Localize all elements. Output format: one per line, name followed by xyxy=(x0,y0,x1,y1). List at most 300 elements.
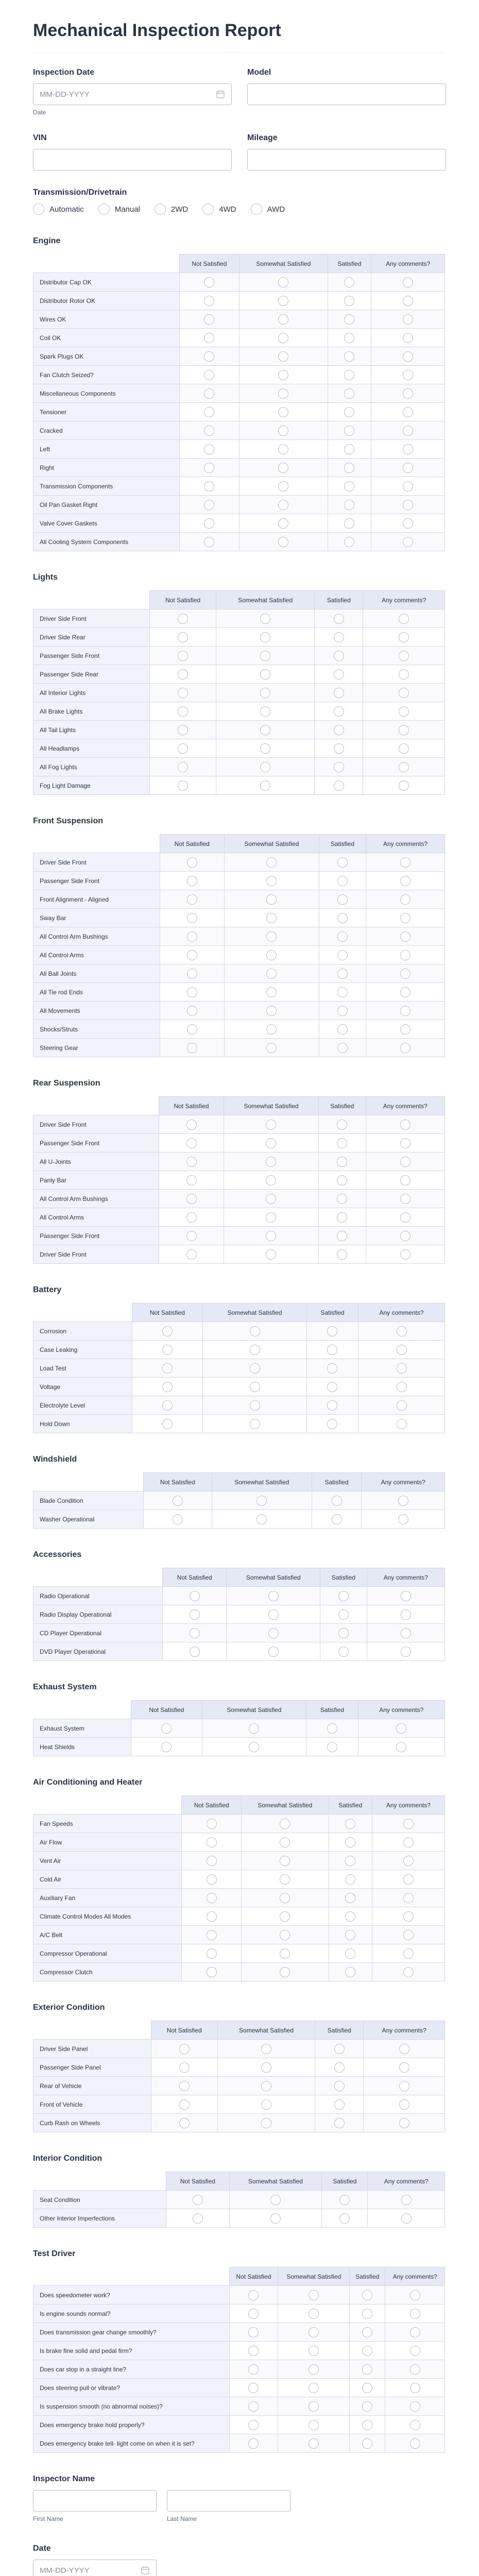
radio-button[interactable] xyxy=(344,500,354,510)
matrix-cell[interactable] xyxy=(306,1378,358,1396)
radio-button[interactable] xyxy=(399,651,409,661)
matrix-cell[interactable] xyxy=(216,758,315,776)
matrix-cell[interactable] xyxy=(241,1852,329,1870)
radio-button[interactable] xyxy=(337,1194,347,1204)
radio-button[interactable] xyxy=(337,1249,347,1260)
matrix-cell[interactable] xyxy=(362,1492,445,1510)
radio-button[interactable] xyxy=(337,1157,347,1167)
radio-button[interactable] xyxy=(179,2044,190,2054)
matrix-cell[interactable] xyxy=(278,2434,350,2453)
matrix-cell[interactable] xyxy=(217,2077,315,2095)
matrix-cell[interactable] xyxy=(364,2040,445,2058)
radio-button[interactable] xyxy=(345,1874,355,1885)
matrix-cell[interactable] xyxy=(160,909,224,927)
matrix-cell[interactable] xyxy=(367,1605,444,1624)
matrix-cell[interactable] xyxy=(366,853,444,872)
radio-button[interactable] xyxy=(403,537,413,547)
matrix-cell[interactable] xyxy=(367,1642,444,1661)
radio-button[interactable] xyxy=(162,1400,173,1411)
matrix-cell[interactable] xyxy=(241,1944,329,1963)
matrix-cell[interactable] xyxy=(160,1039,224,1057)
radio-button[interactable] xyxy=(334,762,344,772)
radio-button[interactable] xyxy=(260,725,270,735)
matrix-cell[interactable] xyxy=(366,1208,444,1227)
radio-button[interactable] xyxy=(178,706,188,717)
radio-button[interactable] xyxy=(178,688,188,698)
matrix-cell[interactable] xyxy=(363,721,445,739)
radio-button[interactable] xyxy=(345,1837,355,1848)
radio-button[interactable] xyxy=(266,1157,276,1167)
matrix-cell[interactable] xyxy=(182,1944,242,1963)
matrix-cell[interactable] xyxy=(328,273,371,292)
matrix-cell[interactable] xyxy=(315,665,363,684)
matrix-cell[interactable] xyxy=(179,273,239,292)
matrix-cell[interactable] xyxy=(212,1492,312,1510)
matrix-cell[interactable] xyxy=(362,1510,445,1529)
matrix-cell[interactable] xyxy=(241,1833,329,1852)
matrix-cell[interactable] xyxy=(278,2286,350,2304)
radio-button[interactable] xyxy=(155,204,166,215)
matrix-cell[interactable] xyxy=(224,1245,318,1264)
radio-button[interactable] xyxy=(204,388,214,399)
radio-button[interactable] xyxy=(344,426,354,436)
matrix-cell[interactable] xyxy=(319,1134,366,1153)
matrix-cell[interactable] xyxy=(315,721,363,739)
radio-button[interactable] xyxy=(309,2420,319,2430)
radio-button[interactable] xyxy=(399,632,409,642)
matrix-cell[interactable] xyxy=(144,1492,212,1510)
matrix-cell[interactable] xyxy=(358,1322,445,1341)
radio-button[interactable] xyxy=(266,931,277,942)
matrix-cell[interactable] xyxy=(227,1605,320,1624)
matrix-cell[interactable] xyxy=(229,2360,278,2379)
matrix-cell[interactable] xyxy=(278,2397,350,2416)
matrix-cell[interactable] xyxy=(329,1963,372,1981)
matrix-cell[interactable] xyxy=(319,1190,366,1208)
radio-button[interactable] xyxy=(338,1591,349,1601)
matrix-cell[interactable] xyxy=(163,1624,227,1642)
radio-button[interactable] xyxy=(400,1212,410,1223)
matrix-cell[interactable] xyxy=(224,946,319,964)
radio-button[interactable] xyxy=(399,2062,409,2073)
matrix-cell[interactable] xyxy=(319,872,366,890)
matrix-cell[interactable] xyxy=(217,2040,315,2058)
radio-button[interactable] xyxy=(179,2118,190,2128)
radio-button[interactable] xyxy=(410,2364,420,2375)
radio-button[interactable] xyxy=(162,1345,173,1355)
radio-button[interactable] xyxy=(260,688,270,698)
radio-button[interactable] xyxy=(204,426,214,436)
radio-button[interactable] xyxy=(410,2327,420,2337)
radio-button[interactable] xyxy=(334,743,344,754)
matrix-cell[interactable] xyxy=(320,1605,367,1624)
radio-button[interactable] xyxy=(266,1120,276,1130)
radio-button[interactable] xyxy=(403,314,413,325)
radio-button[interactable] xyxy=(403,500,413,510)
matrix-cell[interactable] xyxy=(224,1002,319,1020)
matrix-cell[interactable] xyxy=(385,2323,445,2342)
matrix-cell[interactable] xyxy=(179,310,239,329)
radio-button[interactable] xyxy=(266,1175,276,1185)
radio-button[interactable] xyxy=(400,969,410,979)
matrix-cell[interactable] xyxy=(203,1322,307,1341)
radio-button[interactable] xyxy=(403,407,413,417)
matrix-cell[interactable] xyxy=(372,1963,444,1981)
matrix-cell[interactable] xyxy=(182,1833,242,1852)
matrix-cell[interactable] xyxy=(315,702,363,721)
radio-button[interactable] xyxy=(401,1591,411,1601)
matrix-cell[interactable] xyxy=(371,310,445,329)
matrix-cell[interactable] xyxy=(371,403,445,421)
matrix-cell[interactable] xyxy=(203,1341,307,1359)
radio-button[interactable] xyxy=(278,370,288,380)
radio-button[interactable] xyxy=(334,669,344,680)
matrix-cell[interactable] xyxy=(328,421,371,440)
radio-button[interactable] xyxy=(337,1120,347,1130)
radio-button[interactable] xyxy=(362,2420,372,2430)
matrix-cell[interactable] xyxy=(328,477,371,496)
radio-button[interactable] xyxy=(337,1043,348,1053)
radio-button[interactable] xyxy=(204,500,214,510)
matrix-cell[interactable] xyxy=(306,1719,358,1738)
matrix-cell[interactable] xyxy=(278,2379,350,2397)
radio-button[interactable] xyxy=(162,1419,173,1429)
radio-button[interactable] xyxy=(399,725,409,735)
radio-button[interactable] xyxy=(403,444,413,454)
radio-button[interactable] xyxy=(337,1138,347,1148)
radio-button[interactable] xyxy=(309,2290,319,2300)
matrix-cell[interactable] xyxy=(319,890,366,909)
radio-button[interactable] xyxy=(178,762,188,772)
matrix-cell[interactable] xyxy=(160,872,224,890)
radio-button[interactable] xyxy=(403,518,413,529)
matrix-cell[interactable] xyxy=(372,1944,444,1963)
radio-button[interactable] xyxy=(98,204,110,215)
matrix-cell[interactable] xyxy=(131,1738,202,1756)
radio-button[interactable] xyxy=(403,351,413,362)
radio-button[interactable] xyxy=(187,1043,197,1053)
matrix-cell[interactable] xyxy=(371,292,445,310)
radio-button[interactable] xyxy=(204,277,214,287)
radio-button[interactable] xyxy=(207,1837,217,1848)
matrix-cell[interactable] xyxy=(229,2209,322,2228)
radio-button[interactable] xyxy=(256,1496,267,1506)
matrix-cell[interactable] xyxy=(239,329,328,347)
matrix-cell[interactable] xyxy=(364,2058,445,2077)
matrix-cell[interactable] xyxy=(319,1153,366,1171)
matrix-cell[interactable] xyxy=(350,2286,385,2304)
matrix-cell[interactable] xyxy=(229,2304,278,2323)
matrix-cell[interactable] xyxy=(329,1870,372,1889)
radio-button[interactable] xyxy=(327,1400,337,1411)
matrix-cell[interactable] xyxy=(315,2058,364,2077)
radio-button[interactable] xyxy=(162,1326,173,1336)
radio-button[interactable] xyxy=(207,1930,217,1940)
matrix-cell[interactable] xyxy=(216,665,315,684)
matrix-cell[interactable] xyxy=(229,2286,278,2304)
radio-button[interactable] xyxy=(250,1363,260,1374)
matrix-cell[interactable] xyxy=(159,1171,224,1190)
radio-button[interactable] xyxy=(187,950,197,960)
matrix-cell[interactable] xyxy=(319,1039,366,1057)
matrix-cell[interactable] xyxy=(182,1926,242,1944)
radio-button[interactable] xyxy=(280,1856,290,1866)
matrix-cell[interactable] xyxy=(229,2191,322,2209)
matrix-cell[interactable] xyxy=(224,872,319,890)
transmission-option[interactable] xyxy=(155,204,188,215)
matrix-cell[interactable] xyxy=(159,1134,224,1153)
matrix-cell[interactable] xyxy=(149,758,216,776)
radio-button[interactable] xyxy=(344,333,354,343)
radio-button[interactable] xyxy=(266,969,277,979)
matrix-cell[interactable] xyxy=(328,440,371,459)
radio-button[interactable] xyxy=(278,518,288,529)
radio-button[interactable] xyxy=(327,1363,337,1374)
matrix-cell[interactable] xyxy=(312,1492,361,1510)
matrix-cell[interactable] xyxy=(179,384,239,403)
matrix-cell[interactable] xyxy=(224,1227,318,1245)
matrix-cell[interactable] xyxy=(366,964,444,983)
radio-button[interactable] xyxy=(193,2213,203,2224)
radio-button[interactable] xyxy=(248,2290,259,2300)
radio-button[interactable] xyxy=(362,2327,372,2337)
radio-button[interactable] xyxy=(345,1893,355,1903)
radio-button[interactable] xyxy=(268,1628,279,1638)
matrix-cell[interactable] xyxy=(306,1415,358,1433)
matrix-cell[interactable] xyxy=(328,347,371,366)
matrix-cell[interactable] xyxy=(350,2304,385,2323)
matrix-cell[interactable] xyxy=(149,628,216,647)
matrix-cell[interactable] xyxy=(315,739,363,758)
calendar-icon[interactable] xyxy=(141,2566,150,2575)
radio-button[interactable] xyxy=(337,1006,348,1016)
radio-button[interactable] xyxy=(266,1024,277,1035)
radio-button[interactable] xyxy=(337,987,348,997)
matrix-cell[interactable] xyxy=(229,2397,278,2416)
matrix-cell[interactable] xyxy=(366,1020,444,1039)
matrix-cell[interactable] xyxy=(241,1926,329,1944)
radio-button[interactable] xyxy=(334,2118,345,2128)
matrix-cell[interactable] xyxy=(315,2040,364,2058)
matrix-cell[interactable] xyxy=(315,609,363,628)
radio-button[interactable] xyxy=(403,1819,414,1829)
radio-button[interactable] xyxy=(266,913,277,923)
matrix-cell[interactable] xyxy=(328,366,371,384)
radio-button[interactable] xyxy=(398,1496,408,1506)
matrix-cell[interactable] xyxy=(322,2191,368,2209)
radio-button[interactable] xyxy=(400,1194,410,1204)
radio-button[interactable] xyxy=(397,1419,407,1429)
matrix-cell[interactable] xyxy=(358,1378,445,1396)
matrix-cell[interactable] xyxy=(160,927,224,946)
matrix-cell[interactable] xyxy=(212,1510,312,1529)
radio-button[interactable] xyxy=(403,388,413,399)
matrix-cell[interactable] xyxy=(278,2323,350,2342)
radio-button[interactable] xyxy=(403,481,413,492)
matrix-cell[interactable] xyxy=(160,1002,224,1020)
matrix-cell[interactable] xyxy=(350,2416,385,2434)
matrix-cell[interactable] xyxy=(385,2397,445,2416)
radio-button[interactable] xyxy=(403,426,413,436)
matrix-cell[interactable] xyxy=(216,628,315,647)
matrix-cell[interactable] xyxy=(239,403,328,421)
radio-button[interactable] xyxy=(270,2195,281,2205)
radio-button[interactable] xyxy=(268,1647,279,1657)
matrix-cell[interactable] xyxy=(216,776,315,795)
radio-button[interactable] xyxy=(403,1948,414,1959)
radio-button[interactable] xyxy=(193,2195,203,2205)
matrix-cell[interactable] xyxy=(366,872,444,890)
radio-button[interactable] xyxy=(345,1819,355,1829)
matrix-cell[interactable] xyxy=(179,292,239,310)
radio-button[interactable] xyxy=(338,1647,349,1657)
matrix-cell[interactable] xyxy=(350,2434,385,2453)
matrix-cell[interactable] xyxy=(224,909,319,927)
radio-button[interactable] xyxy=(202,204,214,215)
matrix-cell[interactable] xyxy=(160,946,224,964)
matrix-cell[interactable] xyxy=(182,1907,242,1926)
radio-button[interactable] xyxy=(337,950,348,960)
matrix-cell[interactable] xyxy=(241,1907,329,1926)
radio-button[interactable] xyxy=(278,296,288,306)
date-input[interactable] xyxy=(33,2560,157,2576)
matrix-cell[interactable] xyxy=(329,1926,372,1944)
matrix-cell[interactable] xyxy=(366,1227,444,1245)
matrix-cell[interactable] xyxy=(227,1624,320,1642)
matrix-cell[interactable] xyxy=(306,1359,358,1378)
radio-button[interactable] xyxy=(344,463,354,473)
matrix-cell[interactable] xyxy=(363,739,445,758)
matrix-cell[interactable] xyxy=(203,1415,307,1433)
radio-button[interactable] xyxy=(204,370,214,380)
matrix-cell[interactable] xyxy=(367,1624,444,1642)
matrix-cell[interactable] xyxy=(163,1605,227,1624)
matrix-cell[interactable] xyxy=(350,2379,385,2397)
matrix-cell[interactable] xyxy=(239,292,328,310)
matrix-cell[interactable] xyxy=(159,1208,224,1227)
radio-button[interactable] xyxy=(337,876,348,886)
radio-button[interactable] xyxy=(204,407,214,417)
matrix-cell[interactable] xyxy=(366,927,444,946)
radio-button[interactable] xyxy=(248,2420,259,2430)
radio-button[interactable] xyxy=(344,296,354,306)
matrix-cell[interactable] xyxy=(328,459,371,477)
radio-button[interactable] xyxy=(400,876,410,886)
radio-button[interactable] xyxy=(280,1837,290,1848)
matrix-cell[interactable] xyxy=(306,1322,358,1341)
matrix-cell[interactable] xyxy=(350,2323,385,2342)
radio-button[interactable] xyxy=(278,463,288,473)
radio-button[interactable] xyxy=(410,2309,420,2319)
radio-button[interactable] xyxy=(400,1006,410,1016)
radio-button[interactable] xyxy=(278,426,288,436)
matrix-cell[interactable] xyxy=(358,1719,444,1738)
radio-button[interactable] xyxy=(256,1514,267,1524)
matrix-cell[interactable] xyxy=(229,2323,278,2342)
mileage-input[interactable] xyxy=(247,149,446,171)
radio-button[interactable] xyxy=(207,1911,217,1922)
matrix-cell[interactable] xyxy=(319,1020,366,1039)
matrix-cell[interactable] xyxy=(329,1815,372,1833)
matrix-cell[interactable] xyxy=(328,329,371,347)
radio-button[interactable] xyxy=(410,2401,420,2412)
radio-button[interactable] xyxy=(401,1628,411,1638)
matrix-cell[interactable] xyxy=(216,647,315,665)
radio-button[interactable] xyxy=(278,388,288,399)
radio-button[interactable] xyxy=(334,688,344,698)
matrix-cell[interactable] xyxy=(363,665,445,684)
matrix-cell[interactable] xyxy=(385,2342,445,2360)
radio-button[interactable] xyxy=(309,2401,319,2412)
matrix-cell[interactable] xyxy=(202,1738,306,1756)
radio-button[interactable] xyxy=(251,204,262,215)
radio-button[interactable] xyxy=(362,2309,372,2319)
matrix-cell[interactable] xyxy=(203,1378,307,1396)
radio-button[interactable] xyxy=(401,2213,412,2224)
radio-button[interactable] xyxy=(403,1893,414,1903)
matrix-cell[interactable] xyxy=(159,1190,224,1208)
radio-button[interactable] xyxy=(278,500,288,510)
matrix-cell[interactable] xyxy=(149,647,216,665)
radio-button[interactable] xyxy=(190,1628,200,1638)
radio-button[interactable] xyxy=(334,632,344,642)
radio-button[interactable] xyxy=(178,725,188,735)
radio-button[interactable] xyxy=(327,1326,337,1336)
matrix-cell[interactable] xyxy=(179,347,239,366)
radio-button[interactable] xyxy=(403,1837,414,1848)
matrix-cell[interactable] xyxy=(278,2342,350,2360)
radio-button[interactable] xyxy=(178,743,188,754)
matrix-cell[interactable] xyxy=(132,1359,202,1378)
radio-button[interactable] xyxy=(362,2401,372,2412)
matrix-cell[interactable] xyxy=(132,1396,202,1415)
radio-button[interactable] xyxy=(334,614,344,624)
radio-button[interactable] xyxy=(260,632,270,642)
matrix-cell[interactable] xyxy=(229,2379,278,2397)
radio-button[interactable] xyxy=(204,481,214,492)
matrix-cell[interactable] xyxy=(151,2077,217,2095)
radio-button[interactable] xyxy=(337,894,348,905)
matrix-cell[interactable] xyxy=(358,1415,445,1433)
transmission-option[interactable] xyxy=(251,204,285,215)
matrix-cell[interactable] xyxy=(163,1587,227,1605)
radio-button[interactable] xyxy=(204,537,214,547)
radio-button[interactable] xyxy=(398,1514,408,1524)
radio-button[interactable] xyxy=(327,1742,337,1752)
radio-button[interactable] xyxy=(362,2438,372,2449)
matrix-cell[interactable] xyxy=(224,1134,318,1153)
matrix-cell[interactable] xyxy=(179,496,239,514)
radio-button[interactable] xyxy=(207,1856,217,1866)
matrix-cell[interactable] xyxy=(216,609,315,628)
matrix-cell[interactable] xyxy=(328,403,371,421)
radio-button[interactable] xyxy=(260,614,270,624)
radio-button[interactable] xyxy=(187,894,197,905)
radio-button[interactable] xyxy=(186,1157,197,1167)
radio-button[interactable] xyxy=(403,1874,414,1885)
radio-button[interactable] xyxy=(401,1647,411,1657)
radio-button[interactable] xyxy=(260,669,270,680)
matrix-cell[interactable] xyxy=(371,366,445,384)
matrix-cell[interactable] xyxy=(371,329,445,347)
matrix-cell[interactable] xyxy=(166,2191,229,2209)
radio-button[interactable] xyxy=(400,894,410,905)
radio-button[interactable] xyxy=(280,1874,290,1885)
radio-button[interactable] xyxy=(278,537,288,547)
radio-button[interactable] xyxy=(248,2346,259,2356)
matrix-cell[interactable] xyxy=(179,421,239,440)
matrix-cell[interactable] xyxy=(319,983,366,1002)
